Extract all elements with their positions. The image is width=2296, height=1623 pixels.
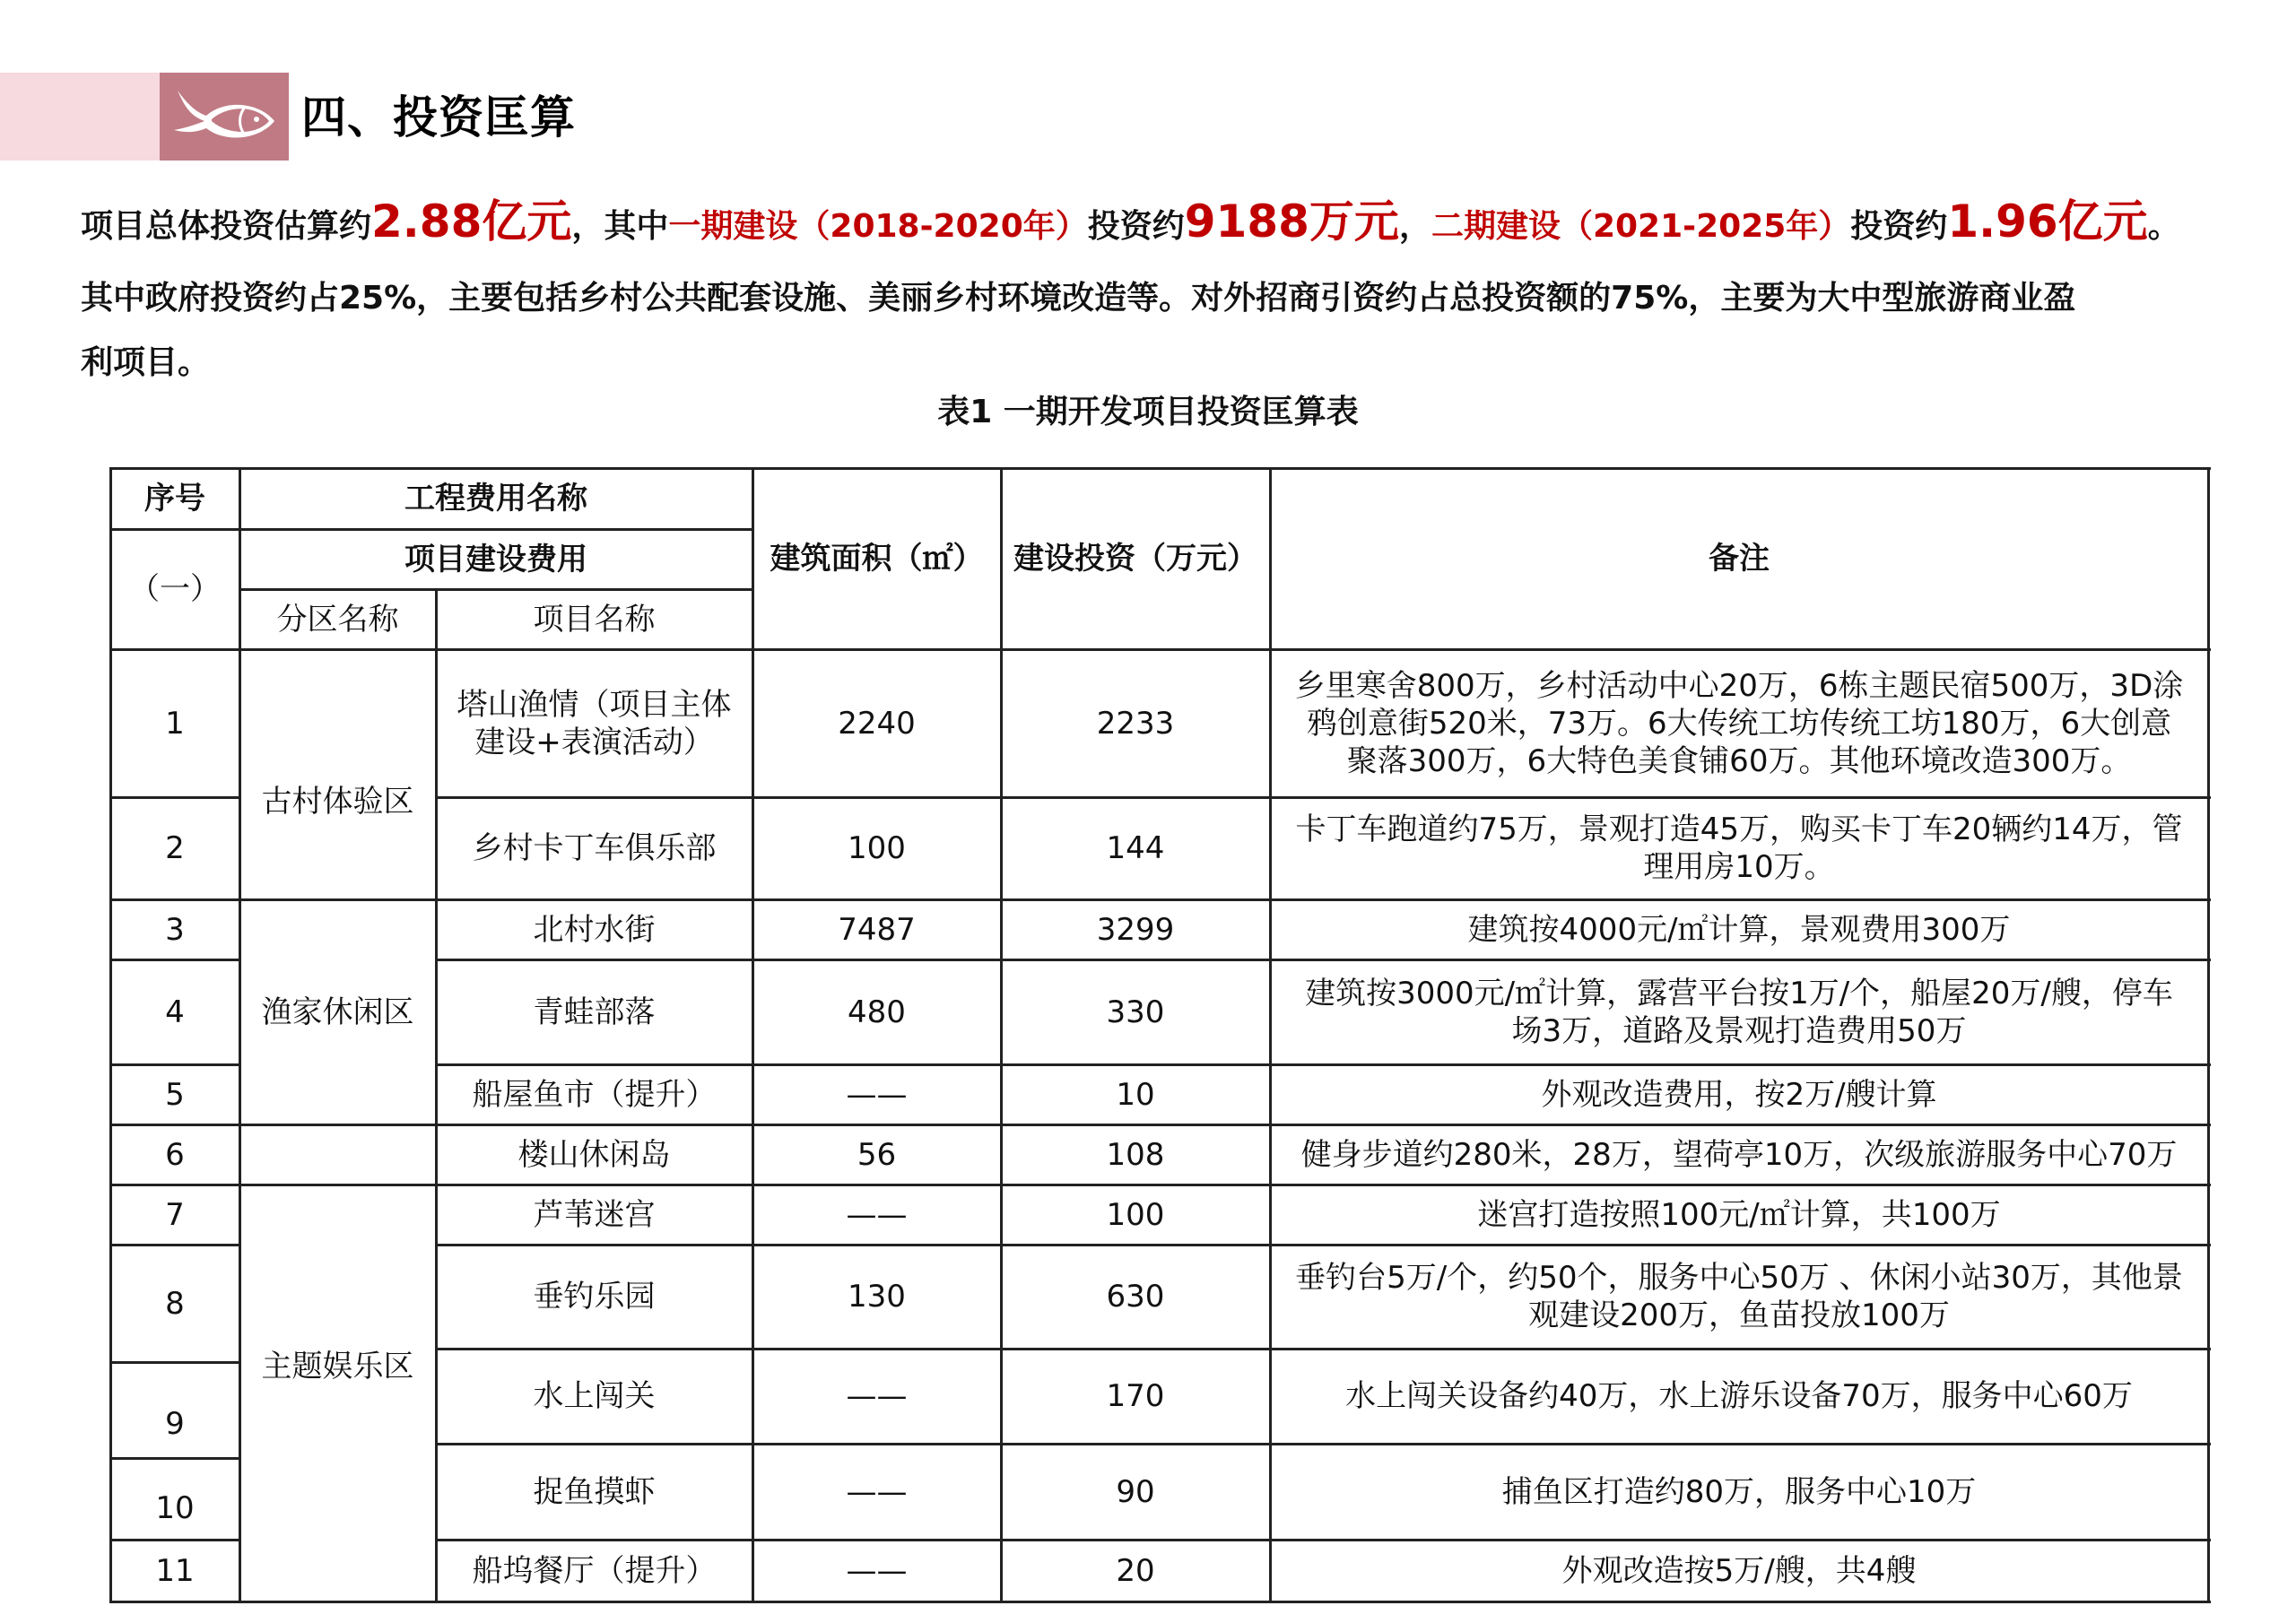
- row-seq: 8: [165, 1285, 185, 1322]
- row-investment: 330: [1106, 994, 1165, 1030]
- row-investment: 3299: [1096, 911, 1175, 948]
- header-area: 建筑面积（㎡）: [770, 541, 984, 577]
- row-investment: 100: [1106, 1196, 1165, 1233]
- row-area: ——: [846, 1378, 908, 1414]
- row-investment: 108: [1106, 1136, 1165, 1173]
- header-notes: 备注: [1709, 541, 1770, 577]
- row-area: 7487: [838, 911, 916, 948]
- row-seq: 1: [165, 705, 185, 742]
- column-divider: [435, 588, 438, 1603]
- row-divider: [239, 1184, 437, 1186]
- row-project: 芦苇迷宫: [533, 1196, 656, 1233]
- row-divider: [109, 898, 240, 901]
- row-area: 130: [848, 1279, 906, 1315]
- row-project: 乡村卡丁车俱乐部: [472, 830, 717, 866]
- intro-segment: ，: [1398, 208, 1431, 245]
- row-divider: [109, 1539, 240, 1541]
- header-zone: 分区名称: [276, 601, 399, 638]
- intro-segment: ，其中: [571, 208, 669, 245]
- row-divider: [109, 1361, 240, 1364]
- row-project: 青蛙部落: [533, 994, 656, 1030]
- intro-segment: 一期建设（2018-2020年）: [668, 208, 1088, 245]
- row-investment: 20: [1116, 1552, 1155, 1589]
- row-area: 2240: [838, 705, 916, 742]
- row-project: 垂钓乐园: [533, 1279, 656, 1315]
- intro-segment: 二期建设（2021-2025年）: [1431, 208, 1851, 245]
- zone-cell: 渔家休闲区: [261, 994, 414, 1030]
- table-border: [109, 467, 2211, 470]
- row-project: 塔山渔情（项目主体建设+表演活动）: [457, 686, 732, 760]
- intro-line-2: 其中政府投资约占25%，主要包括乡村公共配套设施、美丽乡村环境改造等。对外招商引资约占总投资额的75%，主要为大中型旅游商业盈: [81, 280, 2076, 317]
- row-divider: [435, 959, 2211, 961]
- row-area: ——: [846, 1552, 908, 1589]
- row-seq: 5: [165, 1076, 185, 1113]
- row-seq: 9: [165, 1405, 185, 1442]
- row-seq: 10: [155, 1489, 195, 1526]
- header-group-name: 项目建设费用: [404, 541, 587, 577]
- row-seq: 2: [165, 830, 185, 866]
- row-project: 船坞餐厅（提升）: [472, 1552, 717, 1589]
- row-divider: [109, 648, 2211, 651]
- intro-segment: 项目总体投资估算约: [81, 208, 372, 245]
- intro-segment: 投资约: [1087, 208, 1185, 245]
- row-divider: [109, 1244, 240, 1246]
- row-project: 水上闯关: [533, 1378, 656, 1414]
- column-divider: [239, 467, 241, 1603]
- header-seq: 序号: [144, 481, 205, 516]
- row-investment: 144: [1106, 830, 1165, 866]
- row-investment: 2233: [1096, 705, 1175, 742]
- row-divider: [109, 796, 240, 799]
- intro-segment: 9188万元: [1184, 195, 1399, 247]
- header-project: 项目名称: [533, 601, 656, 638]
- intro-line-3: 利项目。: [81, 344, 211, 381]
- intro-segment: 1.96亿元: [1947, 195, 2148, 247]
- intro-segment: 投资约: [1850, 208, 1948, 245]
- row-divider: [435, 898, 2211, 901]
- row-divider: [435, 1184, 2211, 1186]
- intro-segment: 2.88亿元: [371, 195, 572, 247]
- row-investment: 90: [1116, 1473, 1155, 1510]
- zone-cell: 主题娱乐区: [261, 1348, 414, 1384]
- row-divider: [435, 1124, 2211, 1126]
- column-divider: [752, 467, 754, 1603]
- row-divider: [239, 898, 437, 901]
- row-area: 56: [857, 1136, 897, 1173]
- zone-cell: 古村体验区: [261, 783, 414, 820]
- row-divider: [109, 1063, 240, 1066]
- table-border: [109, 1601, 2211, 1603]
- section-title: 四、投资匡算: [301, 91, 576, 143]
- table-border: [2207, 467, 2210, 1603]
- row-seq: 7: [165, 1196, 185, 1233]
- zone-cell: [239, 1124, 436, 1185]
- row-divider: [435, 1063, 2211, 1066]
- row-divider: [109, 1184, 240, 1186]
- row-notes: 乡里寒舍800万，乡村活动中心20万，6栋主题民宿500万，3D涂鸦创意街520米，73万。6大传统工坊传统工坊180万，6大创意聚落300万，6大特色美食铺60万。其他环境改造300万。: [1294, 667, 2184, 779]
- table-border: [109, 467, 112, 1603]
- row-investment: 170: [1106, 1378, 1165, 1414]
- row-notes: 垂钓台5万/个，约50个，服务中心50万 、休闲小站30万，其他景观建设200万，鱼苗投放100万: [1295, 1260, 2183, 1333]
- row-notes: 捕鱼区打造约80万，服务中心10万: [1501, 1473, 1977, 1510]
- table-caption: 表1 一期开发项目投资匡算表: [937, 394, 1359, 430]
- row-project: 楼山休闲岛: [517, 1136, 671, 1173]
- header-group-no: （一）: [129, 571, 221, 607]
- row-investment: 10: [1116, 1076, 1155, 1113]
- intro-segment: 。: [2147, 208, 2180, 245]
- row-area: ——: [846, 1196, 908, 1233]
- row-divider: [109, 528, 753, 531]
- row-area: 480: [848, 994, 906, 1030]
- row-notes: 建筑按3000元/㎡计算，露营平台按1万/个，船屋20万/艘，停车场3万，道路及景观打造费用50万: [1305, 975, 2173, 1049]
- row-divider: [435, 1539, 2211, 1541]
- column-divider: [1000, 467, 1003, 1603]
- row-divider: [239, 1124, 437, 1126]
- row-notes: 外观改造按5万/艘，共4艘: [1561, 1552, 1917, 1589]
- header-cost-name: 工程费用名称: [404, 481, 587, 516]
- row-seq: 4: [165, 994, 185, 1030]
- row-project: 北村水街: [533, 911, 656, 948]
- row-divider: [109, 959, 240, 961]
- row-notes: 健身步道约280米，28万，望荷亭10万，次级旅游服务中心70万: [1300, 1136, 2178, 1173]
- row-notes: 迷宫打造按照100元/㎡计算，共100万: [1477, 1196, 2001, 1233]
- header-investment: 建设投资（万元）: [1013, 541, 1257, 577]
- row-notes: 水上闯关设备约40万，水上游乐设备70万，服务中心60万: [1345, 1378, 2133, 1414]
- row-divider: [239, 588, 753, 591]
- row-notes: 外观改造费用，按2万/艘计算: [1541, 1076, 1937, 1113]
- row-seq: 3: [165, 911, 185, 948]
- row-notes: 建筑按4000元/㎡计算，景观费用300万: [1467, 911, 2011, 948]
- row-project: 船屋鱼市（提升）: [472, 1076, 717, 1113]
- row-divider: [435, 1348, 2211, 1350]
- row-area: 100: [848, 830, 906, 866]
- row-divider: [109, 1124, 240, 1126]
- row-area: ——: [846, 1076, 908, 1113]
- row-project: 捉鱼摸虾: [533, 1473, 656, 1510]
- row-investment: 630: [1106, 1279, 1165, 1315]
- row-divider: [435, 1244, 2211, 1246]
- column-divider: [1269, 467, 1272, 1603]
- row-divider: [435, 1443, 2211, 1445]
- row-seq: 6: [165, 1136, 185, 1173]
- row-area: ——: [846, 1473, 908, 1510]
- row-divider: [109, 1457, 240, 1460]
- row-notes: 卡丁车跑道约75万，景观打造45万，购买卡丁车20辆约14万，管理用房10万。: [1295, 812, 2183, 885]
- row-seq: 11: [155, 1552, 195, 1589]
- row-divider: [435, 796, 2211, 799]
